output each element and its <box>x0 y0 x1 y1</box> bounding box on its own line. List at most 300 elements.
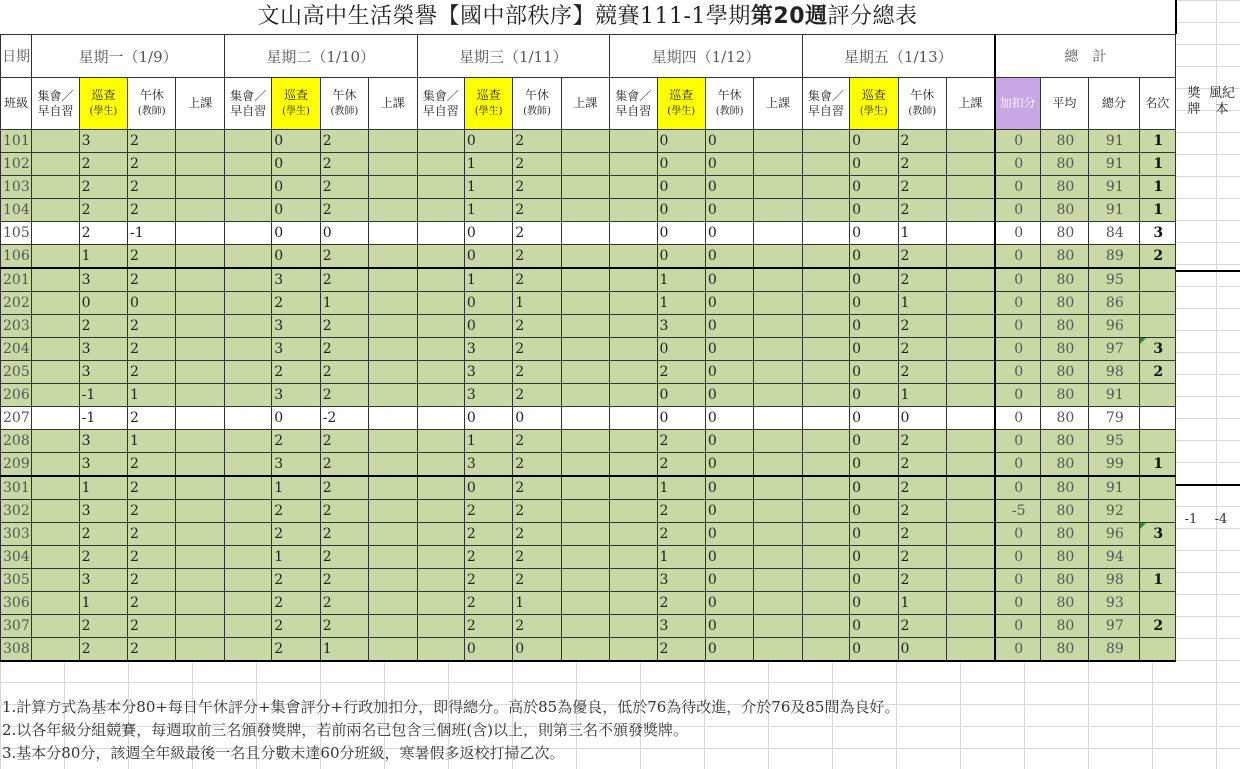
rank-cell: 3 <box>1139 523 1175 546</box>
class-period-cell <box>754 569 802 592</box>
assembly-cell <box>610 500 657 523</box>
avg-cell: 80 <box>1040 407 1088 430</box>
class-period-cell <box>946 176 994 199</box>
class-period-cell <box>946 638 994 662</box>
assembly-cell <box>417 476 464 500</box>
class-cell: 104 <box>1 199 32 222</box>
rank-cell: 3 <box>1139 222 1175 245</box>
nap-cell: 2 <box>513 569 561 592</box>
avg-col: 平均 <box>1040 78 1088 130</box>
patrol-cell: 0 <box>850 292 898 315</box>
patrol-cell: 2 <box>464 615 512 638</box>
table-row <box>1 476 1176 500</box>
nap-cell: 2 <box>128 569 176 592</box>
class-period-cell <box>369 268 417 292</box>
class-period-cell <box>176 592 224 615</box>
patrol-cell: 0 <box>850 569 898 592</box>
discipline-302: -4 <box>1214 512 1228 527</box>
class-period-cell <box>176 338 224 361</box>
class-period-cell <box>946 292 994 315</box>
patrol-cell: 2 <box>272 638 320 662</box>
assembly-cell <box>224 546 271 569</box>
patrol-cell: 0 <box>272 222 320 245</box>
assembly-cell <box>32 130 79 153</box>
class-period-cell <box>176 476 224 500</box>
total-cell: 91 <box>1089 153 1139 176</box>
class-period-cell <box>946 430 994 453</box>
assembly-cell <box>417 153 464 176</box>
assembly-cell <box>224 315 271 338</box>
patrol-col-fri: 巡查 (學生) <box>850 78 898 130</box>
nap-cell: 1 <box>898 222 946 245</box>
assembly-cell <box>610 130 657 153</box>
assembly-cell <box>32 638 79 662</box>
extra-cell: 0 <box>995 523 1040 546</box>
table-row <box>1 130 1176 153</box>
nap-cell: 2 <box>898 546 946 569</box>
class-period-cell <box>754 384 802 407</box>
assembly-cell <box>224 638 271 662</box>
class-period-cell <box>561 338 609 361</box>
table-row <box>1 315 1176 338</box>
patrol-cell: 2 <box>464 569 512 592</box>
assembly-cell <box>32 176 79 199</box>
assembly-cell <box>417 199 464 222</box>
nap-cell: -2 <box>320 407 368 430</box>
patrol-cell: 2 <box>79 176 127 199</box>
class-period-cell <box>176 546 224 569</box>
nap-col-wed: 午休 (教師) <box>513 78 561 130</box>
nap-cell: 2 <box>128 199 176 222</box>
class-cell: 302 <box>1 500 32 523</box>
patrol-cell: 0 <box>657 130 705 153</box>
avg-cell: 80 <box>1040 430 1088 453</box>
nap-cell: 2 <box>128 592 176 615</box>
patrol-cell: 2 <box>79 222 127 245</box>
rank-cell <box>1139 430 1175 453</box>
class-period-cell <box>561 476 609 500</box>
class-period-cell <box>369 315 417 338</box>
assembly-cell <box>802 500 849 523</box>
assembly-cell <box>610 315 657 338</box>
assembly-cell <box>802 615 849 638</box>
patrol-cell: 3 <box>79 453 127 477</box>
class-period-cell <box>561 407 609 430</box>
rank-cell: 1 <box>1139 176 1175 199</box>
avg-cell: 80 <box>1040 569 1088 592</box>
class-col-wed: 上課 <box>561 78 609 130</box>
title-suffix: 評分總表 <box>827 4 918 29</box>
assembly-cell <box>417 222 464 245</box>
patrol-cell: 0 <box>272 407 320 430</box>
total-cell: 92 <box>1089 500 1139 523</box>
patrol-cell: 0 <box>657 153 705 176</box>
patrol-cell: 2 <box>272 430 320 453</box>
table-row <box>1 592 1176 615</box>
assembly-cell <box>417 361 464 384</box>
extra-cell: 0 <box>995 222 1040 245</box>
title-week: 第20週 <box>750 4 828 29</box>
class-period-cell <box>369 638 417 662</box>
patrol-cell: 3 <box>272 268 320 292</box>
nap-cell: 2 <box>513 222 561 245</box>
nap-cell: 2 <box>128 638 176 662</box>
patrol-cell: 2 <box>657 453 705 477</box>
nap-cell: 0 <box>705 615 753 638</box>
total-cell: 89 <box>1089 245 1139 269</box>
table-row <box>1 245 1176 269</box>
assembly-cell <box>224 338 271 361</box>
nap-cell: 1 <box>898 292 946 315</box>
nap-cell: 2 <box>898 569 946 592</box>
avg-cell: 80 <box>1040 176 1088 199</box>
extra-cell: 0 <box>995 292 1040 315</box>
patrol-cell: 0 <box>850 315 898 338</box>
assembly-cell <box>802 292 849 315</box>
extra-cell: 0 <box>995 153 1040 176</box>
nap-cell: 2 <box>128 153 176 176</box>
patrol-cell: 1 <box>657 476 705 500</box>
patrol-cell: -1 <box>79 384 127 407</box>
assembly-cell <box>610 222 657 245</box>
assembly-cell <box>802 546 849 569</box>
rank-cell: 1 <box>1139 569 1175 592</box>
header-row-days <box>1 35 1176 78</box>
nap-cell: 2 <box>898 500 946 523</box>
class-cell: 206 <box>1 384 32 407</box>
patrol-cell: 1 <box>79 245 127 269</box>
extra-cell: 0 <box>995 407 1040 430</box>
nap-cell: 0 <box>705 384 753 407</box>
assembly-col-thu: 集會／ 早自習 <box>610 78 657 130</box>
nap-cell: 0 <box>705 569 753 592</box>
patrol-cell: 0 <box>850 130 898 153</box>
nap-cell: 2 <box>128 453 176 477</box>
class-period-cell <box>176 569 224 592</box>
assembly-cell <box>32 476 79 500</box>
nap-cell: 2 <box>320 592 368 615</box>
assembly-cell <box>610 546 657 569</box>
class-period-cell <box>946 500 994 523</box>
nap-cell: 2 <box>898 523 946 546</box>
side-divider <box>1176 270 1240 272</box>
patrol-cell: 1 <box>464 153 512 176</box>
nap-cell: 0 <box>898 407 946 430</box>
award-302: -1 <box>1184 512 1198 527</box>
class-period-cell <box>561 222 609 245</box>
class-period-cell <box>176 268 224 292</box>
total-col: 總分 <box>1089 78 1139 130</box>
nap-cell: 2 <box>513 153 561 176</box>
class-period-cell <box>561 384 609 407</box>
nap-cell: 2 <box>513 546 561 569</box>
nap-cell: 2 <box>513 361 561 384</box>
nap-cell: 2 <box>513 338 561 361</box>
patrol-cell: 0 <box>850 546 898 569</box>
extra-cell: 0 <box>995 176 1040 199</box>
nap-cell: 0 <box>705 292 753 315</box>
total-cell: 84 <box>1089 222 1139 245</box>
class-period-cell <box>369 569 417 592</box>
nap-cell: 2 <box>128 176 176 199</box>
patrol-cell: 1 <box>464 430 512 453</box>
assembly-cell <box>417 500 464 523</box>
nap-cell: 2 <box>320 199 368 222</box>
nap-cell: 1 <box>513 592 561 615</box>
patrol-cell: 2 <box>79 546 127 569</box>
total-cell: 91 <box>1089 176 1139 199</box>
rank-cell: 1 <box>1139 130 1175 153</box>
patrol-cell: 2 <box>272 361 320 384</box>
nap-cell: 2 <box>320 338 368 361</box>
class-period-cell <box>754 523 802 546</box>
patrol-cell: 2 <box>79 615 127 638</box>
patrol-cell: 1 <box>657 292 705 315</box>
patrol-cell: 3 <box>79 268 127 292</box>
nap-cell: 2 <box>898 199 946 222</box>
date-label: 日期 <box>1 35 32 78</box>
class-period-cell <box>176 453 224 477</box>
class-period-cell <box>176 407 224 430</box>
class-period-cell <box>369 130 417 153</box>
class-period-cell <box>754 222 802 245</box>
nap-cell: 0 <box>705 268 753 292</box>
extra-cell: 0 <box>995 315 1040 338</box>
patrol-cell: 0 <box>850 500 898 523</box>
assembly-cell <box>224 500 271 523</box>
class-period-cell <box>946 245 994 269</box>
table-row <box>1 153 1176 176</box>
patrol-cell: 3 <box>272 315 320 338</box>
class-cell: 208 <box>1 430 32 453</box>
nap-col-thu: 午休 (教師) <box>705 78 753 130</box>
assembly-cell <box>32 430 79 453</box>
class-period-cell <box>754 199 802 222</box>
rank-cell <box>1139 592 1175 615</box>
patrol-cell: 0 <box>464 245 512 269</box>
extra-cell: 0 <box>995 130 1040 153</box>
assembly-cell <box>224 476 271 500</box>
nap-cell: 2 <box>898 615 946 638</box>
nap-cell: 0 <box>705 338 753 361</box>
patrol-cell: 2 <box>464 546 512 569</box>
nap-cell: 2 <box>513 245 561 269</box>
nap-cell: 2 <box>513 453 561 477</box>
extra-cell: 0 <box>995 569 1040 592</box>
assembly-cell <box>802 384 849 407</box>
assembly-cell <box>802 453 849 477</box>
class-period-cell <box>561 361 609 384</box>
assembly-cell <box>802 153 849 176</box>
class-period-cell <box>754 315 802 338</box>
rank-cell <box>1139 292 1175 315</box>
assembly-cell <box>417 569 464 592</box>
class-period-cell <box>946 268 994 292</box>
patrol-cell: 0 <box>850 453 898 477</box>
nap-cell: 0 <box>705 523 753 546</box>
class-period-cell <box>561 292 609 315</box>
assembly-cell <box>610 245 657 269</box>
patrol-cell: 3 <box>464 453 512 477</box>
assembly-cell <box>32 615 79 638</box>
class-period-cell <box>369 453 417 477</box>
patrol-cell: 3 <box>79 569 127 592</box>
class-period-cell <box>754 615 802 638</box>
nap-cell: 2 <box>128 546 176 569</box>
extra-cell: 0 <box>995 338 1040 361</box>
patrol-cell: 2 <box>79 523 127 546</box>
nap-cell: 2 <box>320 476 368 500</box>
avg-cell: 80 <box>1040 268 1088 292</box>
extra-cell: 0 <box>995 546 1040 569</box>
assembly-cell <box>224 222 271 245</box>
avg-cell: 80 <box>1040 384 1088 407</box>
assembly-cell <box>224 245 271 269</box>
nap-cell: 2 <box>898 338 946 361</box>
class-cell: 304 <box>1 546 32 569</box>
note-line: 1.計算方式為基本分80+每日午休評分+集會評分+行政加扣分，即得總分。高於85為優良，低於76為待改進，介於76及85間為良好。 <box>2 698 900 716</box>
patrol-cell: 3 <box>79 500 127 523</box>
class-period-cell <box>176 430 224 453</box>
nap-cell: 0 <box>705 500 753 523</box>
discipline-label: 風紀 本 <box>1208 86 1235 117</box>
patrol-cell: 2 <box>657 500 705 523</box>
extra-cell: 0 <box>995 592 1040 615</box>
table-row <box>1 407 1176 430</box>
class-period-cell <box>369 292 417 315</box>
nap-cell: 2 <box>513 176 561 199</box>
avg-cell: 80 <box>1040 338 1088 361</box>
nap-cell: 2 <box>513 430 561 453</box>
class-cell: 307 <box>1 615 32 638</box>
total-cell: 91 <box>1089 130 1139 153</box>
patrol-cell: 1 <box>657 268 705 292</box>
day-header-thu: 星期四（1/12） <box>610 35 803 78</box>
class-col-thu: 上課 <box>754 78 802 130</box>
patrol-cell: 0 <box>850 592 898 615</box>
avg-cell: 80 <box>1040 523 1088 546</box>
assembly-cell <box>610 407 657 430</box>
class-cell: 105 <box>1 222 32 245</box>
patrol-cell: 0 <box>850 268 898 292</box>
assembly-cell <box>32 523 79 546</box>
class-period-cell <box>754 292 802 315</box>
patrol-cell: 3 <box>272 338 320 361</box>
assembly-col-tue: 集會／ 早自習 <box>224 78 271 130</box>
class-period-cell <box>754 361 802 384</box>
nap-cell: 2 <box>898 153 946 176</box>
patrol-cell: 3 <box>79 130 127 153</box>
assembly-cell <box>802 592 849 615</box>
class-period-cell <box>369 153 417 176</box>
patrol-cell: 0 <box>850 430 898 453</box>
class-col-mon: 上課 <box>176 78 224 130</box>
nap-cell: 2 <box>128 338 176 361</box>
table-row <box>1 292 1176 315</box>
assembly-cell <box>610 592 657 615</box>
class-period-cell <box>176 199 224 222</box>
class-period-cell <box>561 268 609 292</box>
nap-cell: 2 <box>128 523 176 546</box>
patrol-cell: 0 <box>850 199 898 222</box>
notes <box>0 696 1240 765</box>
assembly-cell <box>417 430 464 453</box>
patrol-cell: 0 <box>657 222 705 245</box>
patrol-cell: 2 <box>657 638 705 662</box>
patrol-cell: 2 <box>79 638 127 662</box>
patrol-cell: 2 <box>272 615 320 638</box>
nap-cell: 0 <box>705 199 753 222</box>
avg-cell: 80 <box>1040 476 1088 500</box>
class-cell: 305 <box>1 569 32 592</box>
day-header-mon: 星期一（1/9） <box>32 35 225 78</box>
rank-cell <box>1139 268 1175 292</box>
assembly-col-wed: 集會／ 早自習 <box>417 78 464 130</box>
class-cell: 205 <box>1 361 32 384</box>
nap-cell: 2 <box>128 315 176 338</box>
extra-cell: 0 <box>995 268 1040 292</box>
assembly-cell <box>224 523 271 546</box>
assembly-cell <box>224 199 271 222</box>
table-row <box>1 546 1176 569</box>
nap-cell: 2 <box>320 569 368 592</box>
assembly-cell <box>32 407 79 430</box>
class-period-cell <box>754 153 802 176</box>
patrol-cell: 0 <box>850 176 898 199</box>
class-period-cell <box>754 245 802 269</box>
class-cell: 101 <box>1 130 32 153</box>
class-period-cell <box>946 153 994 176</box>
patrol-cell: 3 <box>464 384 512 407</box>
class-period-cell <box>946 569 994 592</box>
patrol-cell: 2 <box>272 292 320 315</box>
avg-cell: 80 <box>1040 222 1088 245</box>
nap-cell: 2 <box>320 384 368 407</box>
class-period-cell <box>369 430 417 453</box>
class-period-cell <box>369 199 417 222</box>
extra-cell: 0 <box>995 615 1040 638</box>
assembly-cell <box>802 222 849 245</box>
table-row <box>1 176 1176 199</box>
assembly-col-fri: 集會／ 早自習 <box>802 78 849 130</box>
assembly-cell <box>224 268 271 292</box>
class-period-cell <box>946 130 994 153</box>
extra-cell: 0 <box>995 638 1040 662</box>
nap-cell: 2 <box>513 199 561 222</box>
assembly-cell <box>802 315 849 338</box>
class-period-cell <box>946 222 994 245</box>
award-label: 獎 牌 <box>1187 86 1201 117</box>
patrol-cell: 0 <box>850 384 898 407</box>
patrol-cell: 0 <box>464 292 512 315</box>
avg-cell: 80 <box>1040 638 1088 662</box>
class-period-cell <box>176 222 224 245</box>
nap-cell: 2 <box>128 407 176 430</box>
nap-cell: 2 <box>320 523 368 546</box>
patrol-cell: 1 <box>272 546 320 569</box>
class-cell: 202 <box>1 292 32 315</box>
class-period-cell <box>176 523 224 546</box>
rank-col: 名次 <box>1139 78 1175 130</box>
class-period-cell <box>369 384 417 407</box>
patrol-cell: 0 <box>657 199 705 222</box>
rank-cell <box>1139 500 1175 523</box>
patrol-cell: 2 <box>272 523 320 546</box>
total-cell: 96 <box>1089 523 1139 546</box>
rank-cell: 1 <box>1139 199 1175 222</box>
class-period-cell <box>946 592 994 615</box>
nap-cell: 0 <box>705 453 753 477</box>
